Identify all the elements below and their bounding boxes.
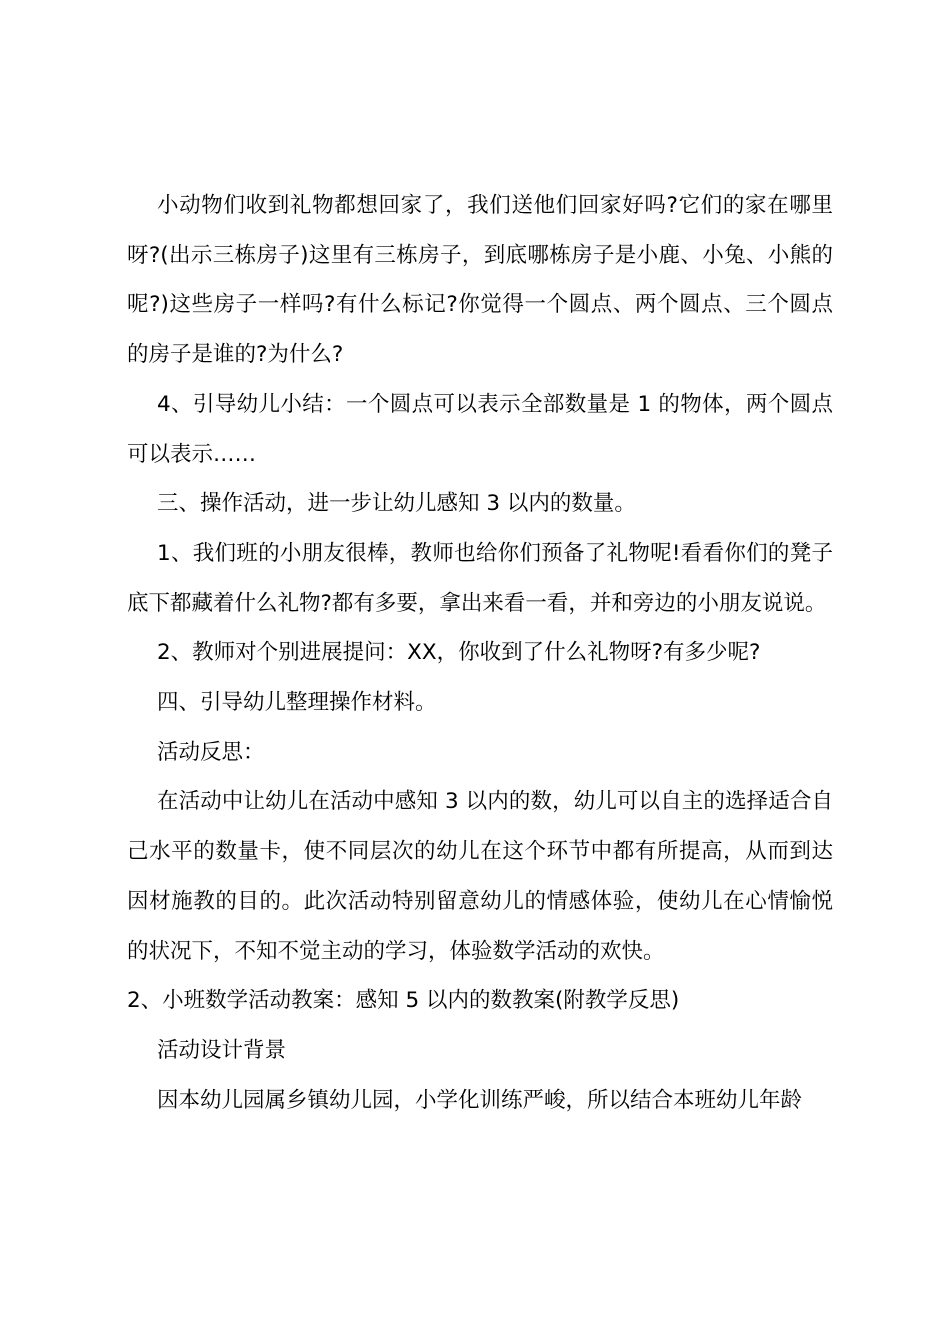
paragraph-section-3-operation: 三、操作活动，进一步让幼儿感知 3 以内的数量。 [157, 491, 636, 517]
paragraph-reflection-label: 活动反思： [157, 739, 265, 765]
section-heading-lesson-2: 2、小班数学活动教案：感知 5 以内的数教案(附教学反思) [127, 988, 680, 1014]
paragraph-gift-under-stool: 1、我们班的小朋友很棒，教师也给你们预备了礼物呢!看看你们的凳子底下都藏着什么礼物?都有多要，拿出来看一看，并和旁边的小朋友说说。 [127, 540, 833, 616]
paragraph-design-background-label: 活动设计背景 [157, 1037, 287, 1063]
paragraph-section-4-tidy: 四、引导幼儿整理操作材料。 [157, 690, 437, 716]
paragraph-animals-go-home: 小动物们收到礼物都想回家了，我们送他们回家好吗?它们的家在哪里呀?(出示三栋房子)这里有三栋房子，到底哪栋房子是小鹿、小兔、小熊的呢?)这些房子一样吗?有什么标记?你觉得一个圆点、两个圆点、三个圆点的房子是谁的?为什么? [127, 193, 833, 368]
paragraph-design-background-body: 因本幼儿园属乡镇幼儿园，小学化训练严峻，所以结合本班幼儿年龄 [157, 1087, 803, 1113]
paragraph-summary-step-4: 4、引导幼儿小结：一个圆点可以表示全部数量是 1 的物体，两个圆点可以表示…… [127, 391, 833, 467]
document-body [127, 181, 833, 1125]
paragraph-teacher-questions: 2、教师对个别进展提问：XX，你收到了什么礼物呀?有多少呢? [157, 640, 761, 666]
paragraph-reflection-body: 在活动中让幼儿在活动中感知 3 以内的数，幼儿可以自主的选择适合自己水平的数量卡，使不同层次的幼儿在这个环节中都有所提高，从而到达因材施教的目的。此次活动特别留意幼儿的情感体验，使幼儿在心情愉悦的状况下，不知不觉主动的学习，体验数学活动的欢快。 [127, 789, 833, 964]
